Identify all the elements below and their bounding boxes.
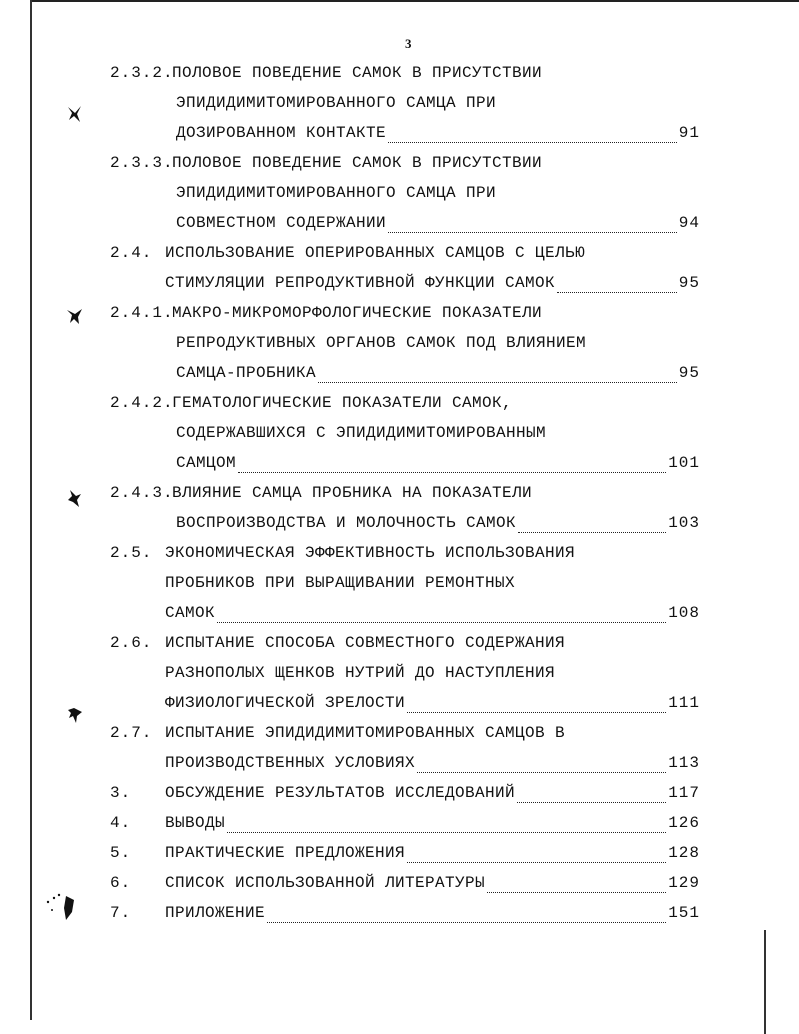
dot-leader <box>518 520 666 533</box>
toc-page-number: 95 <box>678 364 700 382</box>
toc-line <box>110 722 565 744</box>
toc-line <box>176 122 700 144</box>
punch-mark-icon <box>42 890 80 926</box>
toc-line <box>176 212 700 234</box>
toc-entry-title: РАЗНОПОЛЫХ ЩЕНКОВ НУТРИЙ ДО НАСТУПЛЕНИЯ <box>165 664 556 682</box>
toc-page-number: 151 <box>668 904 700 922</box>
toc-line <box>165 662 555 684</box>
toc-page-number: 111 <box>668 694 700 712</box>
toc-entry-title: ВОСПРОИЗВОДСТВА И МОЛОЧНОСТЬ САМОК <box>176 514 517 532</box>
toc-page-number: 103 <box>668 514 700 532</box>
toc-entry-title: ПОЛОВОЕ ПОВЕДЕНИЕ САМОК В ПРИСУТСТВИИ <box>172 64 543 82</box>
toc-line <box>176 422 546 444</box>
toc-entry-title: САМЦОМ <box>176 454 237 472</box>
toc-entry-title: РЕПРОДУКТИВНЫХ ОРГАНОВ САМОК ПОД ВЛИЯНИЕМ <box>176 334 587 352</box>
toc-entry-number: 5. <box>110 844 132 862</box>
toc-line <box>110 812 700 834</box>
toc-entry-title: ПРОБНИКОВ ПРИ ВЫРАЩИВАНИИ РЕМОНТНЫХ <box>165 574 516 592</box>
toc-entry-title: СОВМЕСТНОМ СОДЕРЖАНИИ <box>176 214 387 232</box>
toc-entry-title: МАКРО-МИКРОМОРФОЛОГИЧЕСКИЕ ПОКАЗАТЕЛИ <box>172 304 543 322</box>
punch-mark-icon <box>66 704 84 724</box>
toc-entry-number: 7. <box>110 904 132 922</box>
toc-page-number: 94 <box>678 214 700 232</box>
toc-line <box>176 182 496 204</box>
toc-page-number: 128 <box>668 844 700 862</box>
toc-entry-title: ПРАКТИЧЕСКИЕ ПРЕДЛОЖЕНИЯ <box>165 844 406 862</box>
toc-line <box>110 542 575 564</box>
toc-line <box>110 872 700 894</box>
toc-page-number: 108 <box>668 604 700 622</box>
dot-leader <box>487 880 666 893</box>
toc-page-number: 117 <box>668 784 700 802</box>
toc-line <box>110 902 700 924</box>
toc-line <box>176 452 700 474</box>
dot-leader <box>407 700 666 713</box>
toc-entry-number: 2.4.2. <box>110 394 174 412</box>
toc-entry-title: ГЕМАТОЛОГИЧЕСКИЕ ПОКАЗАТЕЛИ САМОК, <box>172 394 513 412</box>
toc-line <box>110 392 512 414</box>
page-border-right <box>764 930 766 1034</box>
toc-page-number: 95 <box>678 274 700 292</box>
toc-page-number: 129 <box>668 874 700 892</box>
toc-line <box>110 152 542 174</box>
toc-line <box>165 572 515 594</box>
toc-line <box>110 842 700 864</box>
page-border-left <box>30 0 32 1020</box>
dot-leader <box>227 820 666 833</box>
toc-line <box>165 692 700 714</box>
toc-entry-number: 4. <box>110 814 132 832</box>
toc-entry-title: СТИМУЛЯЦИИ РЕПРОДУКТИВНОЙ ФУНКЦИИ САМОК <box>165 274 556 292</box>
dot-leader <box>318 370 677 383</box>
toc-line <box>165 272 700 294</box>
toc-entry-number: 2.4. <box>110 244 153 262</box>
toc-line <box>110 242 585 264</box>
toc-entry-title: ФИЗИОЛОГИЧЕСКОЙ ЗРЕЛОСТИ <box>165 694 406 712</box>
toc-entry-title: ИСПОЛЬЗОВАНИЕ ОПЕРИРОВАННЫХ САМЦОВ С ЦЕЛЬЮ <box>165 244 586 262</box>
toc-entry-number: 2.3.3. <box>110 154 174 172</box>
punch-mark-icon <box>66 488 84 508</box>
toc-page-number: 91 <box>678 124 700 142</box>
toc-entry-title: ЭПИДИДИМИТОМИРОВАННОГО САМЦА ПРИ <box>176 94 497 112</box>
toc-entry-title: САМОК <box>165 604 216 622</box>
toc-entry-title: ПРИЛОЖЕНИЕ <box>165 904 266 922</box>
toc-line <box>176 362 700 384</box>
toc-page-number: 113 <box>668 754 700 772</box>
toc-entry-title: ИСПЫТАНИЕ СПОСОБА СОВМЕСТНОГО СОДЕРЖАНИЯ <box>165 634 566 652</box>
toc-entry-title: ОБСУЖДЕНИЕ РЕЗУЛЬТАТОВ ИССЛЕДОВАНИЙ <box>165 784 516 802</box>
toc-entry-number: 3. <box>110 784 132 802</box>
punch-mark-icon <box>66 104 84 124</box>
toc-line <box>110 782 700 804</box>
toc-entry-number: 2.5. <box>110 544 153 562</box>
dot-leader <box>388 130 677 143</box>
toc-line <box>165 752 700 774</box>
toc-entry-number: 2.4.3. <box>110 484 174 502</box>
page-number: 3 <box>405 36 412 51</box>
toc-entry-title: САМЦА-ПРОБНИКА <box>176 364 317 382</box>
toc-line <box>176 332 586 354</box>
toc-entry-title: ВЛИЯНИЕ САМЦА ПРОБНИКА НА ПОКАЗАТЕЛИ <box>172 484 533 502</box>
toc-entry-title: ПОЛОВОЕ ПОВЕДЕНИЕ САМОК В ПРИСУТСТВИИ <box>172 154 543 172</box>
toc-line <box>165 602 700 624</box>
dot-leader <box>388 220 677 233</box>
toc-entry-title: ПРОИЗВОДСТВЕННЫХ УСЛОВИЯХ <box>165 754 416 772</box>
toc-line <box>176 512 700 534</box>
dot-leader <box>517 790 666 803</box>
toc-entry-title: ЭПИДИДИМИТОМИРОВАННОГО САМЦА ПРИ <box>176 184 497 202</box>
toc-entry-number: 2.6. <box>110 634 153 652</box>
toc-entry-title: ЭКОНОМИЧЕСКАЯ ЭФФЕКТИВНОСТЬ ИСПОЛЬЗОВАНИЯ <box>165 544 576 562</box>
punch-mark-icon <box>66 306 84 326</box>
toc-line <box>110 302 542 324</box>
toc-entry-number: 2.7. <box>110 724 153 742</box>
toc-line <box>176 92 496 114</box>
toc-entry-number: 6. <box>110 874 132 892</box>
dot-leader <box>238 460 666 473</box>
dot-leader <box>217 610 666 623</box>
toc-entry-number: 2.3.2. <box>110 64 174 82</box>
toc-entry-title: СПИСОК ИСПОЛЬЗОВАННОЙ ЛИТЕРАТУРЫ <box>165 874 486 892</box>
dot-leader <box>267 910 666 923</box>
toc-line <box>110 632 565 654</box>
dot-leader <box>417 760 666 773</box>
toc-entry-title: ДОЗИРОВАННОМ КОНТАКТЕ <box>176 124 387 142</box>
toc-line <box>110 482 532 504</box>
toc-line <box>110 62 542 84</box>
toc-page-number: 101 <box>668 454 700 472</box>
toc-entry-title: СОДЕРЖАВШИХСЯ С ЭПИДИДИМИТОМИРОВАННЫМ <box>176 424 547 442</box>
page-border-top <box>30 0 799 2</box>
toc-page-number: 126 <box>668 814 700 832</box>
toc-entry-number: 2.4.1. <box>110 304 174 322</box>
toc-entry-title: ИСПЫТАНИЕ ЭПИДИДИМИТОМИРОВАННЫХ САМЦОВ В <box>165 724 566 742</box>
dot-leader <box>407 850 666 863</box>
toc-entry-title: ВЫВОДЫ <box>165 814 226 832</box>
dot-leader <box>557 280 677 293</box>
